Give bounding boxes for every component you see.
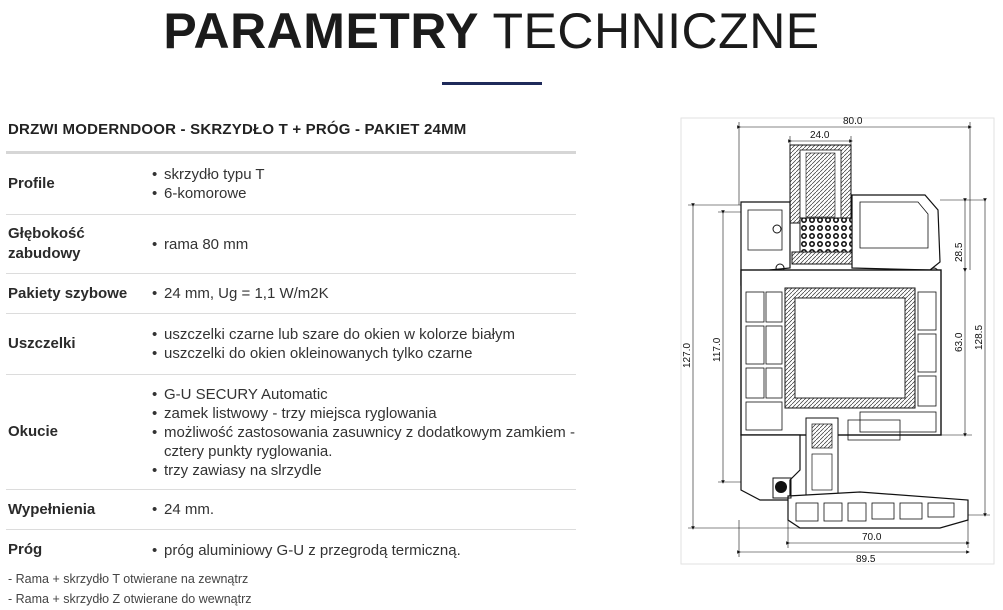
dim-total-height: 127.0: [682, 342, 693, 368]
spec-value: • zamek listwowy - trzy miejsca ryglowania: [154, 404, 576, 423]
spec-label: Uszczelki: [8, 335, 76, 352]
door-profile-section: [741, 145, 968, 528]
dim-glass: 24.0: [810, 130, 830, 141]
spec-value: • trzy zawiasy na slrzydle: [154, 461, 576, 480]
spec-label: Próg: [8, 541, 43, 558]
dim-upper: 28.5: [954, 242, 965, 262]
product-heading: DRZWI MODERNDOOR - SKRZYDŁO T + PRÓG - PAKIET 24MM: [8, 121, 467, 138]
dim-right-total: 128.5: [974, 324, 985, 350]
dim-top-width: 80.0: [843, 116, 863, 127]
note-inward: - Rama + skrzydło Z otwierane do wewnątrz: [8, 592, 252, 606]
note-outward: - Rama + skrzydło T otwierane na zewnątrz: [8, 572, 249, 586]
dim-bottom-inner: 70.0: [862, 532, 882, 543]
spec-value: • 24 mm, Ug = 1,1 W/m2K: [154, 284, 576, 303]
spec-value: • 24 mm.: [154, 500, 576, 519]
spec-label: Pakiety szybowe: [8, 284, 128, 302]
spec-value: • G-U SECURY Automatic: [154, 385, 576, 404]
page-title-bold: PARAMETRY: [163, 3, 479, 59]
spec-label: Głębokość zabudowy: [8, 225, 85, 262]
spec-value: • próg aluminiowy G-U z przegrodą termiczną.: [154, 541, 576, 560]
dim-frame-height: 117.0: [712, 337, 723, 362]
spec-value: • uszczelki do okien okleinowanych tylko czarne: [154, 344, 576, 363]
spec-label: Okucie: [8, 423, 59, 440]
page-title-light: TECHNICZNE: [492, 3, 820, 59]
spec-value: • możliwość zastosowania zasuwnicy z dodatkowym zamkiem - cztery punkty ryglowania.: [154, 423, 576, 461]
dim-bottom-outer: 89.5: [856, 554, 876, 565]
spec-label: Wypełnienia: [8, 500, 96, 518]
spec-value: • 6-komorowe: [154, 184, 576, 203]
spec-value: • uszczelki czarne lub szare do okien w kolorze białym: [154, 325, 576, 344]
spec-value: • skrzydło typu T: [154, 165, 576, 184]
spec-label: Profile: [8, 175, 55, 192]
spec-value: • rama 80 mm: [154, 235, 576, 254]
dim-middle: 63.0: [954, 332, 965, 352]
